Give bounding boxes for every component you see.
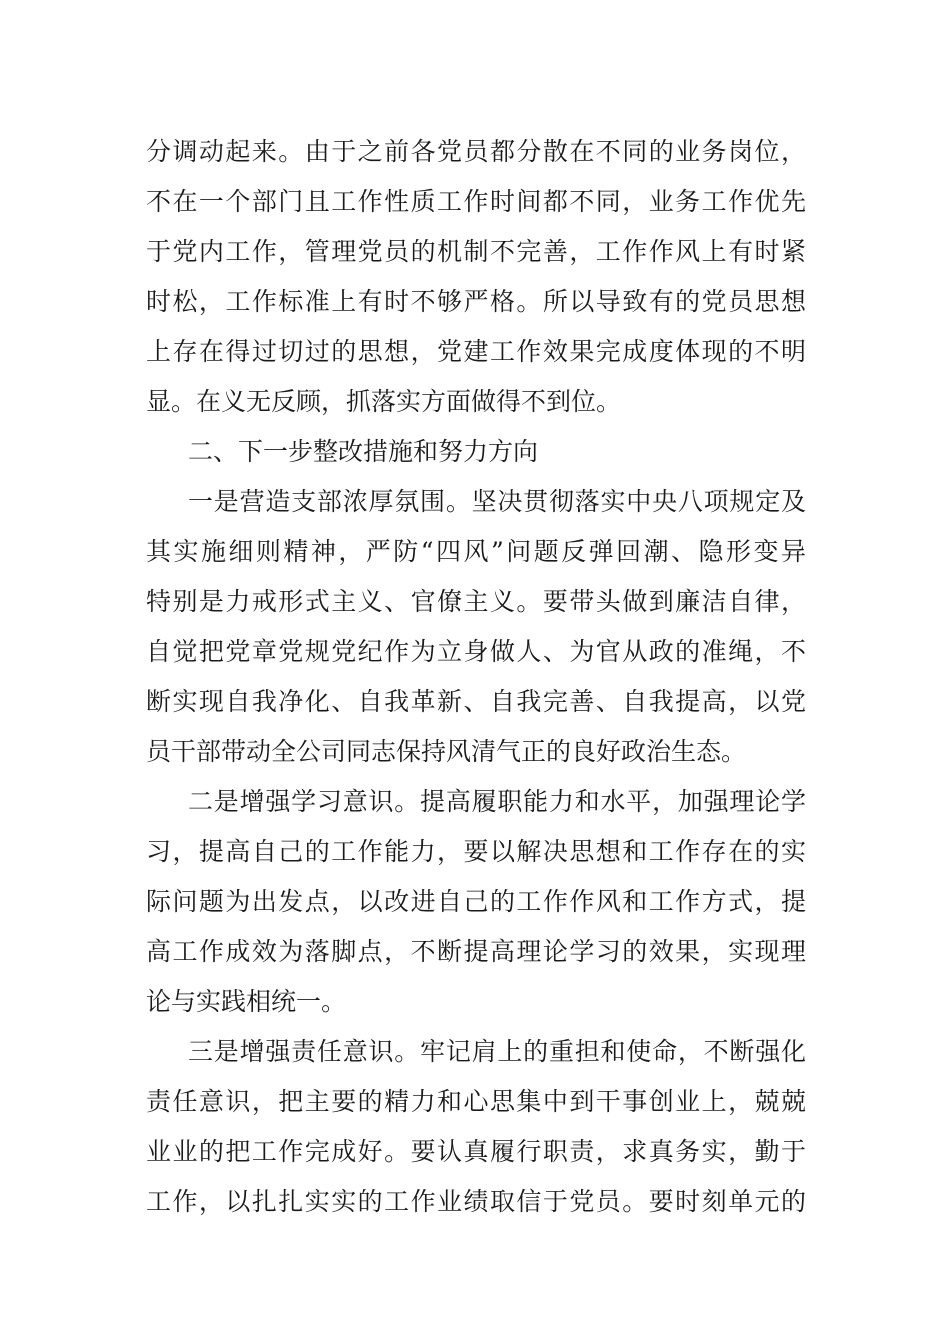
text-line: 特别是力戒形式主义、官僚主义。要带头做到廉洁自律，	[146, 587, 806, 616]
text-line: 习，提高自己的工作能力，要以解决思想和工作存在的实	[146, 837, 806, 866]
text-line: 员干部带动全公司同志保持风清气正的良好政治生态。	[146, 737, 747, 766]
text-line: 断实现自我净化、自我革新、自我完善、自我提高，以党	[146, 687, 806, 716]
text-line: 三是增强责任意识。牢记肩上的重担和使命，不断强化	[188, 1037, 806, 1066]
text-line: 时松，工作标准上有时不够严格。所以导致有的党员思想	[146, 287, 806, 316]
text-line: 自觉把党章党规党纪作为立身做人、为官从政的准绳，不	[146, 637, 806, 666]
text-line: 高工作成效为落脚点，不断提高理论学习的效果，实现理	[146, 937, 806, 966]
text-line: 分调动起来。由于之前各党员都分散在不同的业务岗位，	[146, 137, 806, 166]
text-line: 论与实践相统一。	[146, 987, 347, 1016]
text-line: 际问题为出发点，以改进自己的工作作风和工作方式，提	[146, 887, 806, 916]
text-line: 业业的把工作完成好。要认真履行职责，求真务实，勤于	[146, 1137, 806, 1166]
text-line: 二是增强学习意识。提高履职能力和水平，加强理论学	[188, 787, 806, 816]
text-line: 不在一个部门且工作性质工作时间都不同，业务工作优先	[146, 187, 806, 216]
text-line: 显。在义无反顾，抓落实方面做得不到位。	[146, 387, 622, 416]
text-line: 上存在得过切过的思想，党建工作效果完成度体现的不明	[146, 337, 806, 366]
text-line: 一是营造支部浓厚氛围。坚决贯彻落实中央八项规定及	[188, 487, 806, 516]
text-line: 工作，以扎扎实实的工作业绩取信于党员。要时刻单元的	[146, 1187, 806, 1216]
text-line: 责任意识，把主要的精力和心思集中到干事创业上，兢兢	[146, 1087, 806, 1116]
document-body	[146, 127, 806, 1227]
text-line: 于党内工作，管理党员的机制不完善，工作作风上有时紧	[146, 237, 806, 266]
text-line: 其实施细则精神，严防“四风”问题反弹回潮、隐形变异	[146, 537, 806, 566]
section-heading: 二、下一步整改措施和努力方向	[188, 437, 539, 466]
